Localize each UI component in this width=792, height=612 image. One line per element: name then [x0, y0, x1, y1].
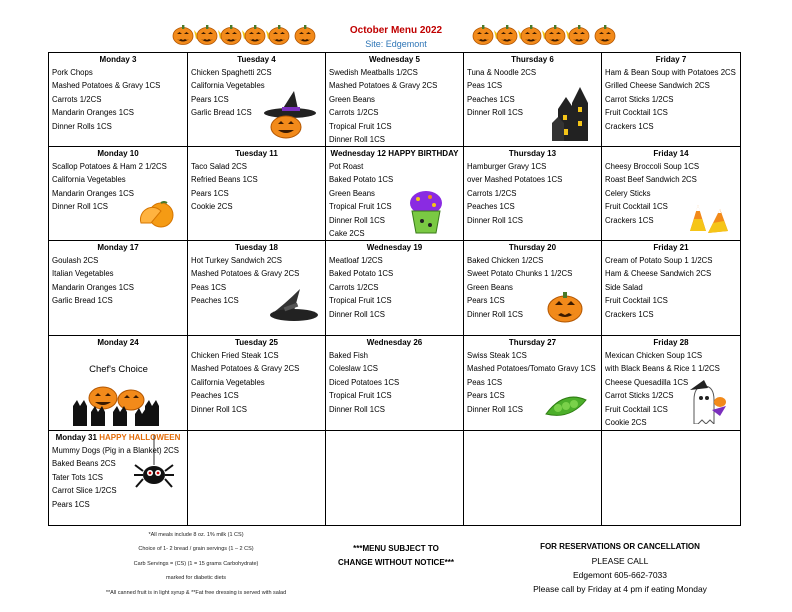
- menu-item: Goulash 2CS: [52, 256, 99, 265]
- menu-item: Dinner Roll 1CS: [329, 135, 385, 145]
- menu-item: Carrots 1/2CS: [329, 282, 379, 292]
- day-date: Monday 31: [55, 433, 97, 442]
- menu-item: Tropical Fruit 1CS: [329, 202, 392, 212]
- day-label: [329, 337, 460, 349]
- menu-item: Celery Sticks: [605, 188, 651, 198]
- reservation-info: [490, 540, 750, 596]
- day-cell: [49, 147, 188, 241]
- menu-item: Peaches 1CS: [191, 296, 239, 306]
- menu-item: Cookie 2CS: [191, 202, 233, 212]
- day-date: Friday 7: [655, 55, 687, 64]
- day-date: Tuesday 4: [237, 55, 276, 64]
- please-call-text: PLEASE CALL: [591, 556, 649, 566]
- menu-item: with Black Beans & Rice 1 1/2CS: [605, 364, 720, 374]
- day-date: Monday 24: [97, 338, 139, 347]
- day-cell: [602, 53, 740, 147]
- menu-item: Dinner Roll 1CS: [467, 215, 523, 225]
- candy-corn-icon: [686, 201, 730, 240]
- day-date: Friday 28: [653, 338, 689, 347]
- chefs-choice-note: Chef's Choice: [89, 364, 148, 375]
- menu-item: Dinner Rolls 1CS: [52, 121, 112, 131]
- day-label: [605, 54, 737, 66]
- day-cell: [464, 53, 602, 147]
- menu-item: Peas 1CS: [467, 377, 503, 387]
- menu-item: Cake 2CS: [329, 229, 365, 239]
- menu-item: Dinner Roll 1CS: [329, 404, 385, 414]
- page-title: October Menu 2022: [349, 25, 443, 36]
- day-special-label: HAPPY BIRTHDAY: [388, 149, 459, 158]
- day-cell: [326, 336, 464, 431]
- menu-item: California Vegetables: [191, 377, 265, 387]
- day-label: [52, 148, 184, 160]
- menu-item: Mashed Potatoes & Gravy 1CS: [52, 81, 161, 91]
- menu-item: Dinner Roll 1CS: [467, 404, 523, 414]
- menu-item: Pears 1CS: [191, 94, 229, 104]
- day-label: [467, 148, 598, 160]
- day-label: [467, 337, 598, 349]
- footer-note: *All meals include 8 oz. 1% milk (1 CS): [148, 532, 244, 538]
- menu-item: California Vegetables: [191, 81, 265, 91]
- footer-note: Choice of 1- 2 bread / grain servings (1 – 2 CS): [138, 546, 254, 553]
- day-label: [605, 148, 737, 160]
- menu-item: Chicken Spaghetti 2CS: [191, 68, 272, 77]
- day-label: [191, 148, 322, 160]
- menu-item: Pot Roast: [329, 162, 364, 171]
- menu-calendar-grid: [48, 52, 741, 526]
- menu-item: Swiss Steak 1CS: [467, 351, 527, 360]
- day-cell: [49, 241, 188, 336]
- day-date: Monday 17: [97, 243, 139, 252]
- day-date: Tuesday 25: [235, 338, 278, 347]
- menu-item: Fruit Cocktail 1CS: [605, 296, 668, 306]
- menu-item: Sweet Potato Chunks 1 1/2CS: [467, 269, 573, 279]
- menu-item: Carrots 1/2CS: [467, 188, 517, 198]
- menu-item: Hamburger Gravy 1CS: [467, 162, 547, 171]
- menu-item: Green Beans: [467, 282, 513, 292]
- footer-notes: [72, 528, 320, 600]
- menu-item: Dinner Roll 1CS: [467, 108, 523, 118]
- menu-item: Pears 1CS: [467, 296, 505, 306]
- menu-item: Crackers 1CS: [605, 215, 654, 225]
- footer-note: marked for diabetic diets: [166, 575, 226, 582]
- day-cell: [188, 147, 326, 241]
- day-cell: [326, 53, 464, 147]
- menu-item: Mexican Chicken Soup 1CS: [605, 351, 703, 360]
- day-cell: [326, 431, 464, 525]
- menu-item: Scallop Potatoes & Ham 2 1/2CS: [52, 162, 167, 171]
- day-date: Tuesday 11: [235, 149, 278, 158]
- menu-item: Diced Potatoes 1CS: [329, 377, 400, 387]
- day-date: Friday 14: [653, 149, 689, 158]
- day-date: Wednesday 19: [366, 243, 423, 252]
- site-name: Site: Edgemont: [365, 39, 427, 49]
- menu-item: Pork Chops: [52, 68, 93, 77]
- day-cell: [49, 431, 188, 525]
- menu-item: Carrot Sticks 1/2CS: [605, 391, 674, 401]
- menu-item: Peaches 1CS: [191, 391, 239, 401]
- witch-hat-pumpkin-icon: [260, 91, 318, 144]
- witch-hat-icon: [264, 285, 320, 330]
- menu-item: Crackers 1CS: [605, 121, 654, 131]
- day-cell: [188, 431, 326, 525]
- menu-item: Pears 1CS: [467, 391, 505, 401]
- day-label: [605, 242, 737, 254]
- menu-item: Cheesy Broccoli Soup 1CS: [605, 162, 700, 171]
- day-cell: [602, 241, 740, 336]
- day-cell: [326, 147, 464, 241]
- footer-note: **All canned fruit is in light syrup & **Fat free dressing is served with salad: [105, 589, 287, 596]
- menu-item: Mandarin Oranges 1CS: [52, 108, 134, 118]
- menu-item: Peaches 1CS: [467, 202, 515, 212]
- menu-item: Cookie 2CS: [605, 418, 647, 428]
- day-cell: [326, 241, 464, 336]
- menu-item: Mashed Potatoes & Gravy 2CS: [191, 364, 300, 374]
- menu-item: Dinner Roll 1CS: [329, 215, 385, 225]
- day-date: Wednesday 5: [369, 55, 420, 64]
- day-cell: [464, 431, 602, 525]
- menu-item: Crackers 1CS: [605, 309, 654, 319]
- day-cell: [188, 336, 326, 431]
- ghost-witch-icon: [686, 380, 728, 429]
- day-label: [52, 54, 184, 66]
- day-cell: [602, 147, 740, 241]
- menu-item: Mashed Potatoes & Gravy 2CS: [191, 269, 300, 279]
- menu-item: Baked Fish: [329, 351, 369, 360]
- menu-item: Fruit Cocktail 1CS: [605, 404, 668, 414]
- menu-item: Mandarin Oranges 1CS: [52, 282, 134, 292]
- menu-item: Side Salad: [605, 282, 643, 292]
- menu-item: Carrot Sticks 1/2CS: [605, 94, 674, 104]
- day-date: Wednesday 26: [366, 338, 423, 347]
- menu-item: California Vegetables: [52, 175, 126, 185]
- menu-item: Swedish Meatballs 1/2CS: [329, 68, 418, 77]
- menu-item: Pears 1CS: [52, 499, 90, 509]
- day-cell: [464, 241, 602, 336]
- menu-item: Carrot Slice 1/2CS: [52, 486, 117, 496]
- menu-item: Carrots 1/2CS: [329, 108, 379, 118]
- spider-icon: [133, 435, 175, 496]
- day-date: Thursday 13: [508, 149, 557, 158]
- phone-number: Edgemont 605-662-7033: [572, 570, 668, 580]
- day-date: Friday 21: [653, 243, 689, 252]
- menu-item: Baked Beans 2CS: [52, 459, 116, 469]
- day-date: Wednesday 12: [330, 149, 386, 158]
- menu-item: Carrots 1/2CS: [52, 94, 102, 104]
- menu-item: Taco Salad 2CS: [191, 162, 247, 171]
- haunted-house-icon: [552, 83, 592, 146]
- day-label: [191, 337, 322, 349]
- day-label: [329, 54, 460, 66]
- day-cell: [464, 336, 602, 431]
- menu-item: Cream of Potato Soup 1 1/2CS: [605, 256, 713, 265]
- menu-item: Ham & Bean Soup with Potatoes 2CS: [605, 68, 736, 77]
- day-date: Thursday 20: [508, 243, 557, 252]
- day-label: [191, 54, 322, 66]
- day-label: [329, 242, 460, 254]
- menu-item: Green Beans: [329, 188, 375, 198]
- day-cell: [49, 53, 188, 147]
- menu-item: Grilled Cheese Sandwich 2CS: [605, 81, 710, 91]
- menu-item: Mashed Potatoes/Tomato Gravy 1CS: [467, 364, 596, 374]
- menu-item: Dinner Roll 1CS: [191, 404, 247, 414]
- day-cell: [188, 241, 326, 336]
- menu-item: Dinner Roll 1CS: [52, 202, 108, 212]
- menu-item: Pears 1CS: [191, 188, 229, 198]
- menu-item: Roast Beef Sandwich 2CS: [605, 175, 697, 185]
- day-label: [329, 148, 460, 160]
- menu-item: Fruit Cocktail 1CS: [605, 202, 668, 212]
- menu-item: Coleslaw 1CS: [329, 364, 378, 374]
- subject-line-1: ***MENU SUBJECT TO: [353, 544, 439, 553]
- day-special-label: HAPPY HALLOWEEN: [99, 433, 181, 442]
- menu-item: Tropical Fruit 1CS: [329, 296, 392, 306]
- menu-item: Garlic Bread 1CS: [191, 108, 252, 118]
- menu-item: Mandarin Oranges 1CS: [52, 188, 134, 198]
- day-label: [467, 242, 598, 254]
- menu-item: over Mashed Potatoes 1CS: [467, 175, 563, 185]
- menu-item: Peaches 1CS: [467, 94, 515, 104]
- menu-item: Ham & Cheese Sandwich 2CS: [605, 269, 712, 279]
- day-cell: [464, 147, 602, 241]
- menu-subject-notice: [308, 542, 484, 570]
- day-label: [605, 337, 737, 349]
- menu-item: Fruit Cocktail 1CS: [605, 108, 668, 118]
- menu-item: Peas 1CS: [191, 282, 227, 292]
- pea-pod-icon: [544, 394, 588, 425]
- menu-item: Dinner Roll 1CS: [329, 309, 385, 319]
- day-label: [52, 337, 184, 349]
- menu-item: Baked Potato 1CS: [329, 269, 394, 279]
- menu-item: Meatloaf 1/2CS: [329, 256, 383, 265]
- jack-o-lantern-icon: [546, 289, 584, 328]
- day-cell: [188, 53, 326, 147]
- day-label: [191, 242, 322, 254]
- day-date: Thursday 6: [511, 55, 554, 64]
- menu-item: Hot Turkey Sandwich 2CS: [191, 256, 283, 265]
- day-label: [467, 54, 598, 66]
- day-date: Thursday 27: [508, 338, 557, 347]
- menu-item: Tater Tots 1CS: [52, 472, 103, 482]
- menu-item: Dinner Roll 1CS: [467, 309, 523, 319]
- day-date: Tuesday 18: [235, 243, 278, 252]
- reservation-heading: FOR RESERVATIONS OR CANCELLATION: [540, 542, 700, 551]
- day-cell: [602, 336, 740, 431]
- day-cell: [602, 431, 740, 525]
- menu-item: Baked Potato 1CS: [329, 175, 394, 185]
- day-cell: [49, 336, 188, 431]
- menu-item: Peas 1CS: [467, 81, 503, 91]
- black-cats-pumpkins-icon: [71, 380, 165, 431]
- footer-note: Carb Servings = (CS) (1 = 15 grams Carbohydrate): [133, 560, 259, 567]
- menu-item: Italian Vegetables: [52, 269, 114, 279]
- subject-line-2: CHANGE WITHOUT NOTICE***: [338, 558, 454, 567]
- menu-item: Chicken Fried Steak 1CS: [191, 351, 279, 360]
- menu-item: Garlic Bread 1CS: [52, 296, 113, 306]
- menu-item: Green Beans: [329, 94, 375, 104]
- page-header: [0, 0, 792, 52]
- call-deadline: Please call by Friday at 4 pm if eating Monday: [533, 584, 707, 594]
- day-date: Monday 10: [97, 149, 139, 158]
- menu-item: Baked Chicken 1/2CS: [467, 256, 544, 265]
- menu-item: Tropical Fruit 1CS: [329, 121, 392, 131]
- menu-item: Tropical Fruit 1CS: [329, 391, 392, 401]
- menu-item: Mashed Potatoes & Gravy 2CS: [329, 81, 438, 91]
- menu-item: Tuna & Noodle 2CS: [467, 68, 537, 77]
- day-date: Monday 3: [99, 55, 137, 64]
- day-label: [52, 242, 184, 254]
- cupcake-icon: [406, 189, 446, 240]
- orange-slices-icon: [139, 201, 177, 234]
- menu-item: Refried Beans 1CS: [191, 175, 258, 185]
- menu-item: Mummy Dogs (Pig in a Blanket) 2CS: [52, 446, 179, 455]
- menu-item: Cheese Quesadilla 1CS: [605, 377, 689, 387]
